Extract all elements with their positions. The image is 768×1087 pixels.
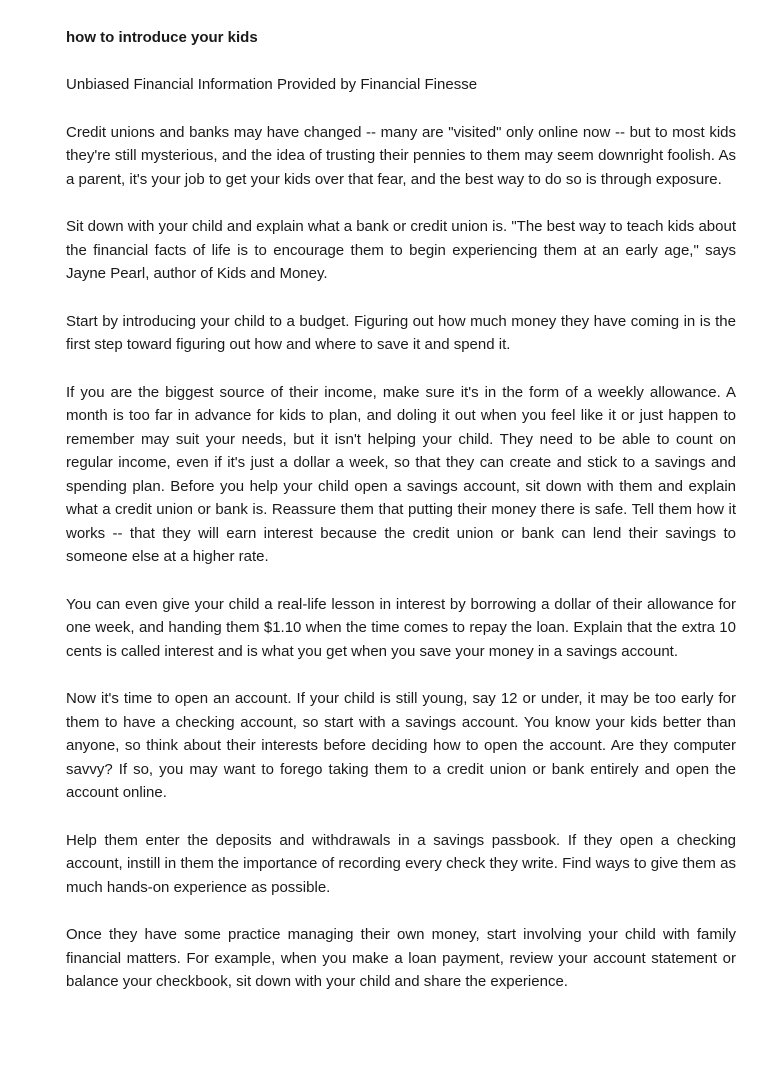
paragraph-3: Start by introducing your child to a budget. Figuring out how much money they have coming in is the first step toward figuring out how and where to save it and spend it.: [66, 312, 736, 353]
paragraph-8: Once they have some practice managing their own money, start involving your child with family financial matters. For example, when you make a loan payment, review your account statement or balance your checkbook, sit down with your child and share the experience.: [66, 926, 736, 990]
paragraph-1: Credit unions and banks may have changed -- many are "visited" only online now -- but to most kids they're still mysterious, and the idea of trusting their pennies to them may seem downright foolish. As a parent, it's your job to get your kids over that fear, and the best way to do so is through exposure.: [66, 123, 736, 188]
paragraph-4: If you are the biggest source of their income, make sure it's in the form of a weekly allowance. A month is too far in advance for kids to plan, and doling it out when you feel like it or just happen to remember may suit your needs, but it isn't helping your child. They need to be able to count on regular income, even if it's just a dollar a week, so that they can create and stick to a savings and spending plan. Before you help your child open a savings account, sit down with them and explain what a credit union or bank is. Reassure them that putting their money there is safe. Tell them how it works -- that they will earn interest because the credit union or bank can lend their savings to someone else at a higher rate.: [66, 383, 736, 565]
document-title: how to introduce your kids: [66, 29, 258, 46]
document-subtitle: Unbiased Financial Information Provided by Financial Finesse: [66, 76, 478, 93]
paragraph-7: Help them enter the deposits and withdrawals in a savings passbook. If they open a checking account, instill in them the importance of recording every check they write. Find ways to give them as much hands-on experience as possible.: [66, 831, 736, 896]
paragraph-6: Now it's time to open an account. If your child is still young, say 12 or under, it may be too early for them to have a checking account, so start with a savings account. You know your kids better than anyone, so think about their interests before deciding how to open the account. Are they computer savvy? If so, you may want to forego taking them to a credit union or bank entirely and open the account online.: [66, 690, 736, 801]
paragraph-2: Sit down with your child and explain what a bank or credit union is. "The best way to teach kids about the financial facts of life is to encourage them to begin experiencing them at an early age," says Jayne Pearl, author of Kids and Money.: [66, 218, 736, 282]
paragraph-5: You can even give your child a real-life lesson in interest by borrowing a dollar of their allowance for one week, and handing them $1.10 when the time comes to repay the loan. Explain that the extra 10 cents is called interest and is what you get when you save your money in a savings account.: [66, 595, 736, 660]
document-page: [66, 26, 736, 1018]
